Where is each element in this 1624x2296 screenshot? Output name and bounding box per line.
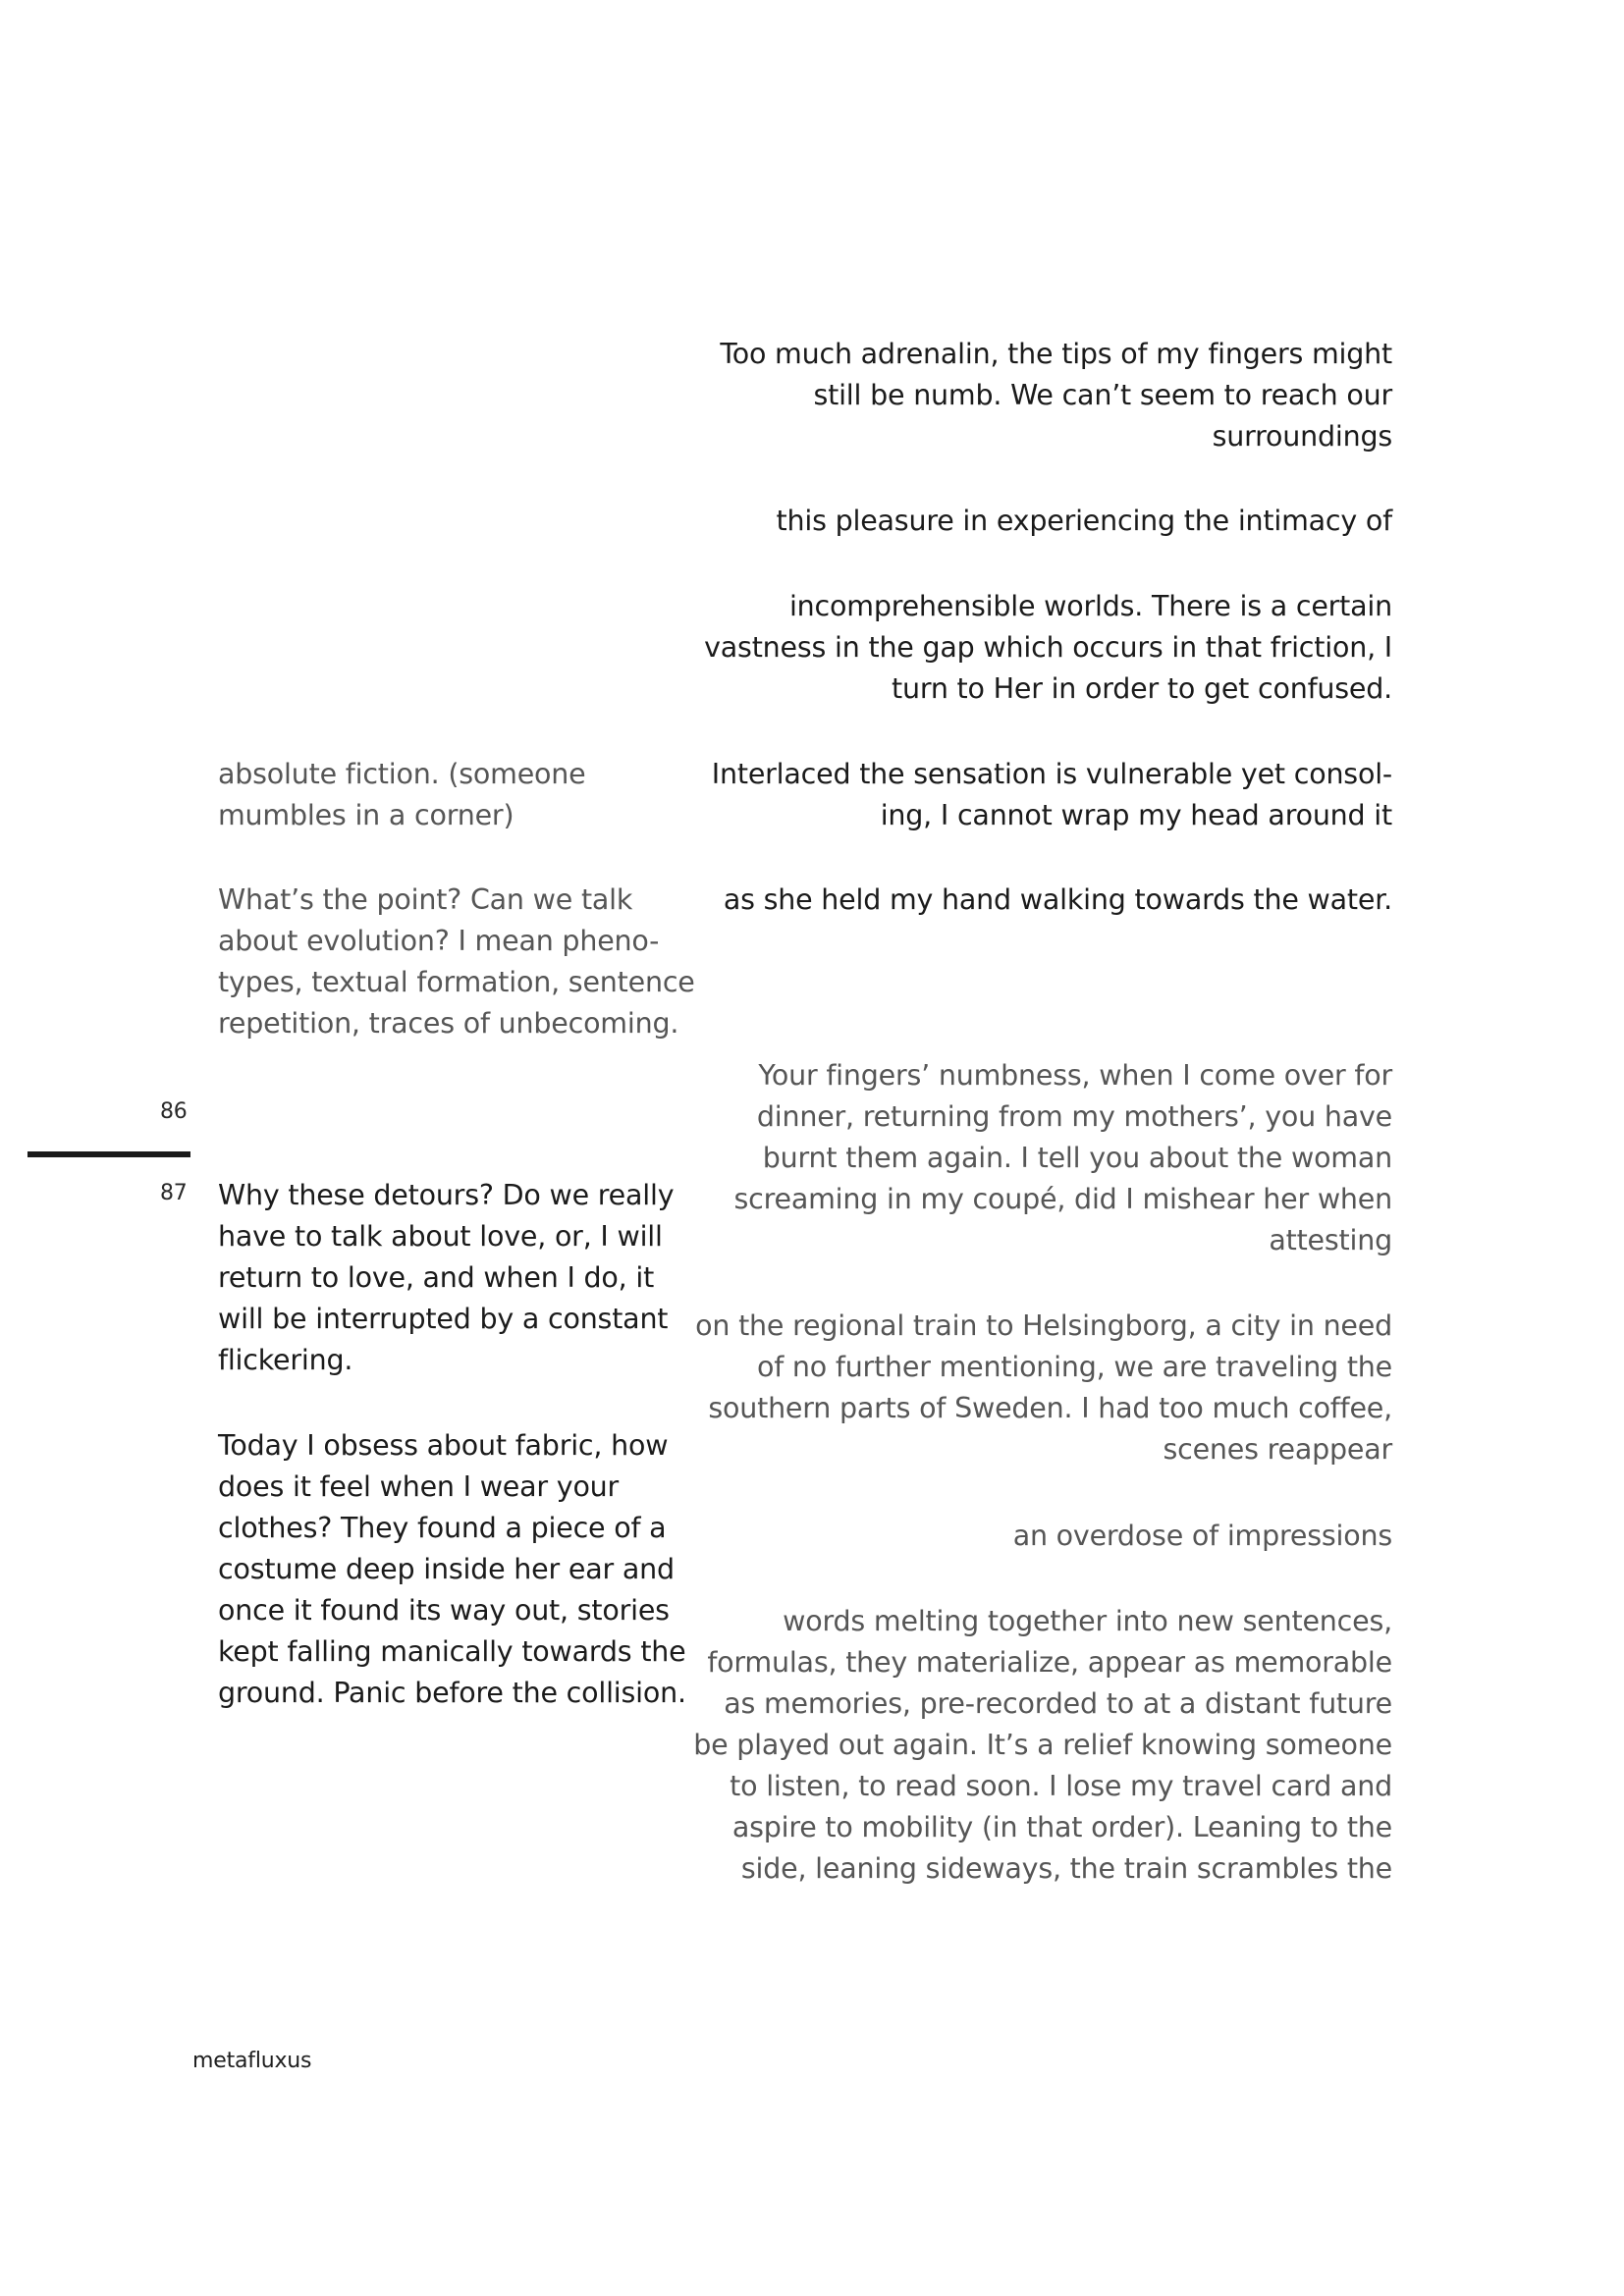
text-line: about evolution? I mean pheno- xyxy=(218,925,660,957)
right-paragraph-3 xyxy=(704,586,1392,710)
text-line: Why these detours? Do we really xyxy=(218,1179,675,1211)
text-line: Today I obsess about fabric, how xyxy=(218,1429,669,1462)
text-line: surroundings xyxy=(1212,420,1392,453)
left-paragraph-3 xyxy=(218,1175,674,1381)
text-line: formulas, they materialize, appear as memorable xyxy=(707,1646,1392,1679)
right-paragraph-4 xyxy=(712,754,1392,836)
text-line: Interlaced the sensation is vulnerable yet consol- xyxy=(711,758,1392,790)
text-line: still be numb. We can’t seem to reach our xyxy=(813,379,1392,411)
text-line: does it feel when I wear your xyxy=(218,1470,620,1503)
text-line: attesting xyxy=(1269,1224,1392,1256)
text-line: once it found its way out, stories xyxy=(218,1594,670,1627)
text-line: words melting together into new sentences, xyxy=(783,1605,1392,1637)
text-line: burnt them again. I tell you about the woman xyxy=(762,1142,1392,1174)
text-line: Too much adrenalin, the tips of my fingers might xyxy=(720,338,1392,370)
text-line: What’s the point? Can we talk xyxy=(218,883,633,916)
right-paragraph-7 xyxy=(695,1306,1392,1470)
right-paragraph-9 xyxy=(693,1601,1392,1890)
text-line: southern parts of Sweden. I had too much coffee, xyxy=(708,1392,1392,1424)
page-divider-rule xyxy=(27,1151,190,1157)
text-line: to listen, to read soon. I lose my travel card and xyxy=(730,1770,1392,1802)
text-line: flickering. xyxy=(218,1344,353,1376)
text-line: screaming in my coupé, did I mishear her when xyxy=(733,1183,1392,1215)
text-line: incomprehensible worlds. There is a certain xyxy=(788,590,1392,622)
text-line: ground. Panic before the collision. xyxy=(218,1677,686,1709)
right-paragraph-6 xyxy=(734,1055,1392,1261)
left-paragraph-2 xyxy=(218,880,695,1044)
text-line: return to love, and when I do, it xyxy=(218,1261,655,1294)
text-line: mumbles in a corner) xyxy=(218,799,514,831)
text-line: be played out again. It’s a relief knowing someone xyxy=(693,1729,1392,1761)
text-line: as she held my hand walking towards the water. xyxy=(723,883,1392,916)
text-line: an overdose of impressions xyxy=(1012,1520,1392,1552)
left-paragraph-4 xyxy=(218,1425,686,1714)
right-paragraph-1 xyxy=(720,334,1392,457)
text-line: vastness in the gap which occurs in that friction, I xyxy=(704,631,1392,664)
text-line: of no further mentioning, we are traveling the xyxy=(756,1351,1392,1383)
text-line: have to talk about love, or, I will xyxy=(218,1220,663,1253)
text-line: absolute fiction. (someone xyxy=(218,758,586,790)
text-line: on the regional train to Helsingborg, a city in need xyxy=(695,1309,1392,1342)
text-line: as memories, pre-recorded to at a distant future xyxy=(724,1687,1392,1720)
text-line: dinner, returning from my mothers’, you have xyxy=(756,1100,1392,1133)
text-line: kept falling manically towards the xyxy=(218,1635,686,1668)
right-paragraph-2 xyxy=(777,501,1392,542)
text-line: Your fingers’ numbness, when I come over for xyxy=(758,1059,1392,1092)
text-line: types, textual formation, sentence xyxy=(218,966,695,998)
footer-label: metafluxus xyxy=(192,2049,312,2073)
text-line: ing, I cannot wrap my head around it xyxy=(880,799,1392,831)
text-line: scenes reappear xyxy=(1163,1433,1392,1466)
page-number-lower: 87 xyxy=(160,1181,188,1205)
text-line: aspire to mobility (in that order). Leaning to the xyxy=(731,1811,1392,1843)
page-number-upper: 86 xyxy=(160,1099,188,1124)
right-paragraph-5 xyxy=(724,880,1392,921)
text-line: side, leaning sideways, the train scrambles the xyxy=(740,1852,1392,1885)
text-line: repetition, traces of unbecoming. xyxy=(218,1007,679,1040)
text-line: costume deep inside her ear and xyxy=(218,1553,675,1585)
text-line: will be interrupted by a constant xyxy=(218,1303,669,1335)
right-paragraph-8 xyxy=(1013,1516,1392,1557)
text-line: this pleasure in experiencing the intimacy of xyxy=(776,505,1392,537)
text-line: turn to Her in order to get confused. xyxy=(891,672,1392,705)
left-paragraph-1 xyxy=(218,754,585,836)
text-line: clothes? They found a piece of a xyxy=(218,1512,667,1544)
